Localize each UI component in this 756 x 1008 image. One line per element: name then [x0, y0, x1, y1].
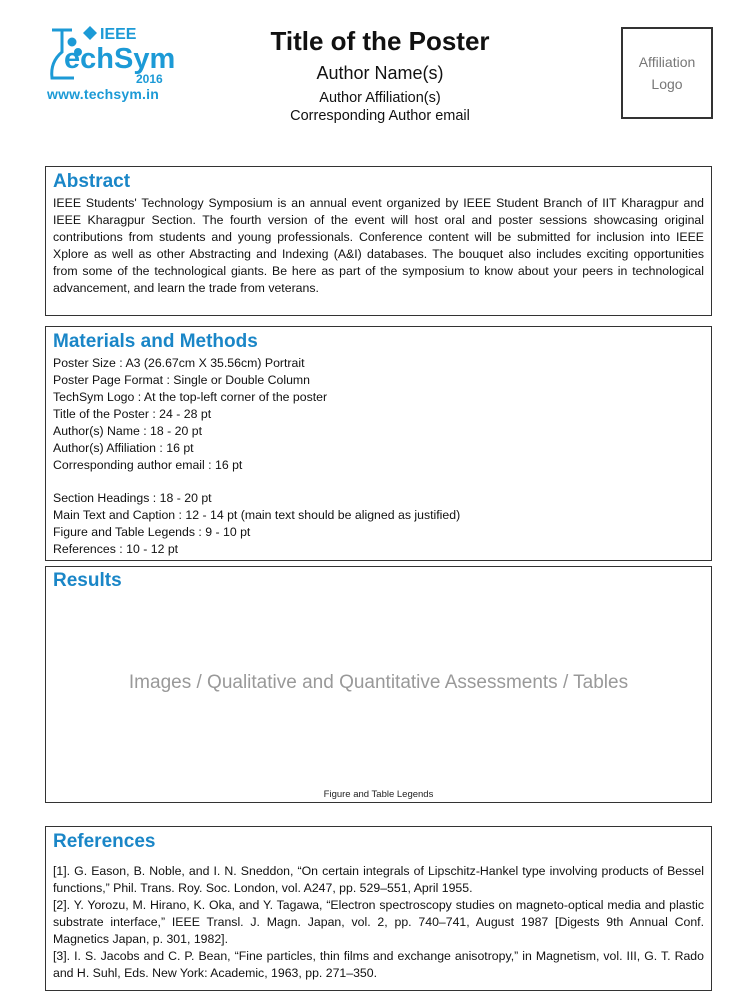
logo-url: www.techsym.in	[47, 86, 159, 102]
spec-line: Main Text and Caption : 12 - 14 pt (main text should be aligned as justified)	[53, 508, 461, 522]
methods-heading: Materials and Methods	[53, 331, 258, 352]
logo-techsym-text: echSym	[64, 43, 176, 75]
reference-item: [3]. I. S. Jacobs and C. P. Bean, “Fine particles, thin films and exchange anisotropy,” in Magnetism, vol. III, G. T. Rado and H. Suhl, Eds. New York: Academic, 1963, pp. 271–350.	[53, 949, 704, 980]
affiliation-logo-label: Affiliation Logo	[638, 54, 696, 92]
poster-header	[220, 26, 540, 125]
figure-legend: Figure and Table Legends	[323, 789, 434, 800]
results-section	[45, 566, 712, 803]
spec-line: TechSym Logo : At the top-left corner of the poster	[53, 390, 328, 404]
spec-spacer	[53, 474, 704, 490]
spec-line: Poster Size : A3 (26.67cm X 35.56cm) Portrait	[53, 356, 305, 370]
poster-title: Title of the Poster	[270, 26, 490, 56]
methods-specs-a	[53, 355, 704, 474]
results-heading: Results	[53, 570, 122, 591]
corresponding-email: Corresponding Author email	[290, 108, 470, 124]
references-list	[53, 863, 704, 982]
logo-year-text: 2016	[136, 72, 163, 86]
results-placeholder-text: Images / Qualitative and Quantitative Assessments / Tables	[128, 672, 629, 693]
logo-ieee-text: IEEE	[100, 26, 137, 43]
abstract-section	[45, 166, 712, 316]
spec-line: Poster Page Format : Single or Double Column	[53, 373, 310, 387]
spec-line: References : 10 - 12 pt	[53, 542, 179, 556]
spec-line: Author(s) Affiliation : 16 pt	[53, 441, 194, 455]
affiliation-logo-placeholder	[621, 27, 713, 119]
references-heading: References	[53, 831, 156, 852]
ieee-diamond-icon	[83, 26, 97, 40]
references-section	[45, 826, 712, 991]
methods-section	[45, 326, 712, 561]
reference-item: [1]. G. Eason, B. Noble, and I. N. Sneddon, “On certain integrals of Lipschitz-Hankel type involving products of Bessel functions,” Phil. Trans. Roy. Soc. London, vol. A247, pp. 529–551, April 1955.	[53, 864, 704, 895]
methods-specs-b	[53, 490, 704, 558]
spec-line: Corresponding author email : 16 pt	[53, 458, 243, 472]
techsym-logo	[42, 22, 182, 104]
techsym-logo-graphic	[42, 22, 182, 86]
author-names: Author Name(s)	[316, 63, 444, 83]
spec-line: Section Headings : 18 - 20 pt	[53, 491, 212, 505]
author-affiliation: Author Affiliation(s)	[319, 90, 441, 106]
abstract-heading: Abstract	[53, 171, 131, 192]
spec-line: Author(s) Name : 18 - 20 pt	[53, 424, 202, 438]
spec-line: Figure and Table Legends : 9 - 10 pt	[53, 525, 251, 539]
abstract-text: IEEE Students' Technology Symposium is an annual event organized by IEEE Student Branch of IIT Kharagpur and IEEE Kharagpur Section. The fourth version of the event will host oral and poster sessions showcasing original contributions from students and young professionals. Conference content will be submitted for inclusion into IEEE Xplore as well as other Abstracting and Indexing (A&I) databases. The bouquet also includes exciting opportunities from some of the technological giants. Be here as part of the symposium to know about your peers in technological advancement, and learn the trade from veterans.	[53, 196, 704, 295]
spec-line: Title of the Poster : 24 - 28 pt	[53, 407, 212, 421]
reference-item: [2]. Y. Yorozu, M. Hirano, K. Oka, and Y. Tagawa, “Electron spectroscopy studies on magneto-optical media and plastic substrate interface,” IEEE Transl. J. Magn. Japan, vol. 2, pp. 740–741, August 1987 [Digests 9th Annual Conf. Magnetics Japan, p. 301, 1982].	[53, 898, 704, 946]
